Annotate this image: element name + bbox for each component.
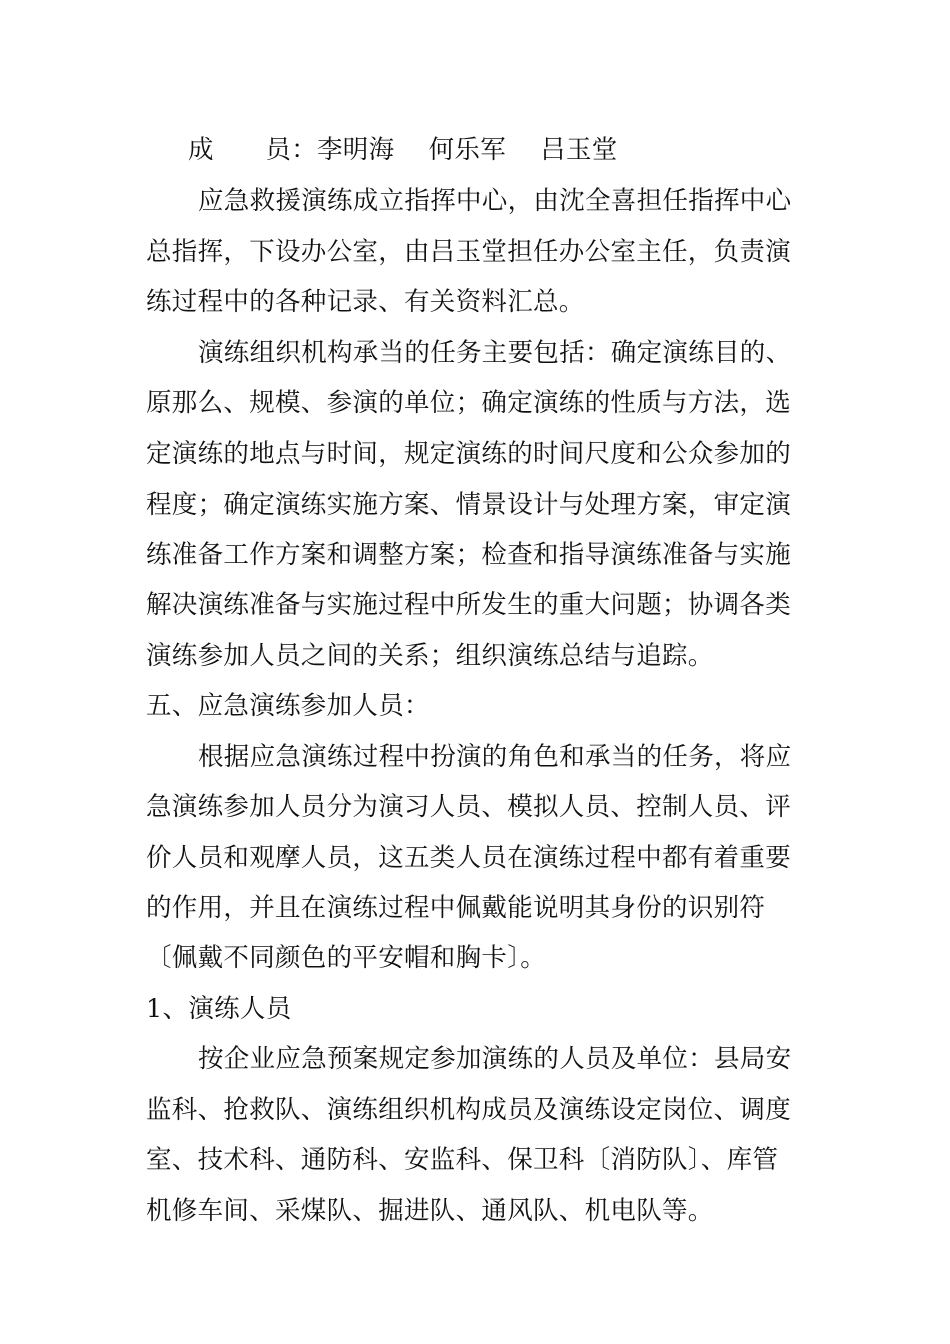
paragraph-line: 总指挥，下设办公室，由吕玉堂担任办公室主任，负责演: [146, 237, 792, 267]
paragraph-line: 根据应急演练过程中扮演的角色和承当的任务，将应: [198, 742, 792, 772]
paragraph-line: 机修车间、采煤队、掘进队、通风队、机电队等。: [146, 1196, 714, 1226]
paragraph-line: 演练参加人员之间的关系；组织演练总结与追踪。: [146, 641, 714, 671]
paragraph-line: 室、技术科、通防科、安监科、保卫科〔消防队〕、库管: [146, 1145, 779, 1175]
subsection-heading: 1、演练人员: [146, 994, 292, 1024]
paragraph-line: 原那么、规模、参演的单位；确定演练的性质与方法，选: [146, 388, 792, 418]
paragraph-line: 应急救援演练成立指挥中心，由沈全喜担任指挥中心: [198, 186, 792, 216]
paragraph-line: 的作用，并且在演练过程中佩戴能说明其身份的识别符: [146, 893, 766, 923]
members-line: 成 员：李明海 何乐军 吕玉堂: [188, 135, 618, 165]
paragraph-line: 练过程中的各种记录、有关资料汇总。: [146, 287, 585, 317]
paragraph-line: 监科、抢救队、演练组织机构成员及演练设定岗位、调度: [146, 1095, 792, 1125]
section-heading: 五、应急演练参加人员：: [146, 691, 430, 721]
paragraph-line: 按企业应急预案规定参加演练的人员及单位：县局安: [198, 1044, 792, 1074]
paragraph-line: 解决演练准备与实施过程中所发生的重大问题；协调各类: [146, 590, 792, 620]
paragraph-line: 急演练参加人员分为演习人员、模拟人员、控制人员、评: [146, 792, 792, 822]
paragraph-line: 程度；确定演练实施方案、情景设计与处理方案，审定演: [146, 490, 792, 520]
paragraph-line: 练准备工作方案和调整方案；检查和指导演练准备与实施: [146, 540, 792, 570]
paragraph-line: 〔佩戴不同颜色的平安帽和胸卡〕。: [146, 943, 547, 973]
paragraph-line: 定演练的地点与时间，规定演练的时间尺度和公众参加的: [146, 439, 792, 469]
paragraph-line: 价人员和观摩人员，这五类人员在演练过程中都有着重要: [146, 843, 792, 873]
paragraph-line: 演练组织机构承当的任务主要包括：确定演练目的、: [198, 338, 792, 368]
